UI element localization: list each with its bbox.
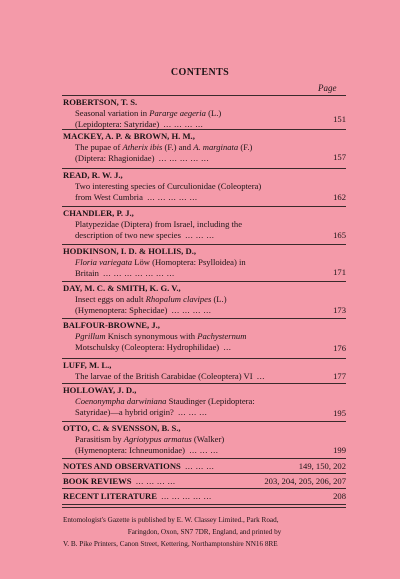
entry-description: The pupae of Atherix ibis (F.) and A. marginata (F.) — [75, 142, 253, 152]
section-pages: 149, 150, 202 — [298, 461, 346, 471]
contents-title: CONTENTS — [170, 67, 230, 78]
entry-author: LUFF, M. L., — [63, 360, 112, 370]
entry-description-line2: from West Cumbria ... ... ... ... ... — [75, 191, 198, 202]
entry-description: Platypezidae (Diptera) from Israel, including the — [75, 219, 243, 229]
divider — [62, 421, 346, 422]
section-recent-literature: RECENT LITERATURE ... ... ... ... ... 208 — [63, 491, 346, 501]
divider — [62, 458, 346, 459]
entry-author: DAY, M. C. & SMITH, K. G. V., — [63, 283, 181, 293]
entry-page: 157 — [333, 152, 346, 162]
entry-author: BALFOUR-BROWNE, J., — [63, 320, 160, 330]
entry-page: 199 — [333, 445, 346, 455]
entry-page: 162 — [333, 192, 346, 202]
section-pages: 208 — [333, 491, 346, 501]
entry-author: CHANDLER, P. J., — [63, 208, 134, 218]
divider — [62, 507, 346, 508]
entry-description-line2: (Hymenoptera: Sphecidae) ... ... ... ... — [75, 304, 212, 315]
entry-description: The larvae of the British Carabidae (Coleoptera) VI ... — [75, 371, 265, 381]
divider — [62, 318, 346, 319]
entry-author: READ, R. W. J., — [63, 170, 123, 180]
divider — [62, 358, 346, 359]
section-pages: 203, 204, 205, 206, 207 — [264, 476, 346, 486]
toc-entry — [63, 423, 346, 455]
page-column-header: Page — [318, 83, 337, 93]
entry-description: Pgrillum Knisch synonymous with Pachysternum — [75, 331, 247, 341]
divider — [62, 488, 346, 489]
entry-description-line2: Satyridae)—a hybrid origin? ... ... ... — [75, 406, 208, 417]
entry-page: 171 — [333, 267, 346, 277]
entry-description-line2: (Diptera: Rhagionidae) ... ... ... ... ... — [75, 152, 210, 163]
toc-entry — [63, 385, 346, 418]
entry-page: 176 — [333, 343, 346, 353]
toc-entry — [63, 208, 346, 240]
entry-description: Parasitism by Agriotypus armatus (Walker) — [75, 434, 225, 444]
entry-page: 151 — [333, 114, 346, 124]
toc-entry — [63, 360, 346, 382]
section-notes: NOTES AND OBSERVATIONS ... ... ... 149, 150, 202 — [63, 461, 346, 471]
divider — [62, 129, 346, 130]
entry-description-line2: Britain ... ... ... ... ... ... ... — [75, 267, 175, 278]
footer-line: V. B. Pike Printers, Canon Street, Kettering, Northamptonshire NN16 8RE — [63, 540, 278, 548]
entry-description: Seasonal variation in Pararge aegeria (L.) — [75, 108, 222, 118]
entry-description: Floria variegata Löw (Homoptera: Psylloidea) in — [75, 257, 246, 267]
entry-page: 177 — [333, 371, 346, 381]
toc-entry — [63, 246, 346, 278]
entry-description-line2: description of two new species ... ... ... — [75, 229, 215, 240]
toc-entry — [63, 170, 346, 202]
entry-description-line2: (Lepidoptera: Satyridae) ... ... ... ... — [75, 118, 204, 129]
entry-author: HOLLOWAY, J. D., — [63, 385, 137, 395]
entry-author: MACKEY, A. P. & BROWN, H. M., — [63, 131, 195, 141]
divider — [62, 383, 346, 384]
toc-entry — [63, 131, 346, 163]
divider — [62, 504, 346, 505]
footer-line: Entomologist's Gazette is published by E. W. Classey Limited., Park Road, — [63, 516, 279, 524]
entry-author: ROBERTSON, T. S. — [63, 97, 138, 107]
entry-page: 173 — [333, 305, 346, 315]
entry-author: HODKINSON, I. D. & HOLLIS, D., — [63, 246, 196, 256]
divider — [62, 206, 346, 207]
entry-page: 165 — [333, 230, 346, 240]
toc-entry — [63, 283, 346, 315]
entry-page: 195 — [333, 408, 346, 418]
publisher-footer — [63, 514, 346, 550]
divider — [62, 244, 346, 245]
entry-description: Insect eggs on adult Rhopalum clavipes (L.) — [75, 294, 227, 304]
divider — [62, 281, 346, 282]
divider — [62, 95, 346, 96]
section-book-reviews: BOOK REVIEWS ... ... ... ... 203, 204, 205, 206, 207 — [63, 476, 346, 486]
entry-description: Coenonympha darwiniana Staudinger (Lepidoptera: — [75, 396, 255, 406]
entry-description-line2: (Hymenoptera: Ichneumonidae) ... ... ... — [75, 444, 219, 455]
toc-entry — [63, 320, 346, 353]
footer-line: Faringdon, Oxon, SN7 7DR, England, and printed by — [127, 528, 282, 536]
entry-description-line2: Motschulsky (Coleoptera: Hydrophilidae) ... — [75, 341, 232, 352]
entry-author: OTTO, C. & SVENSSON, B. S., — [63, 423, 181, 433]
entry-description: Two interesting species of Curculionidae (Coleoptera) — [75, 181, 262, 191]
divider — [62, 473, 346, 474]
toc-entry — [63, 97, 346, 129]
divider — [62, 168, 346, 169]
